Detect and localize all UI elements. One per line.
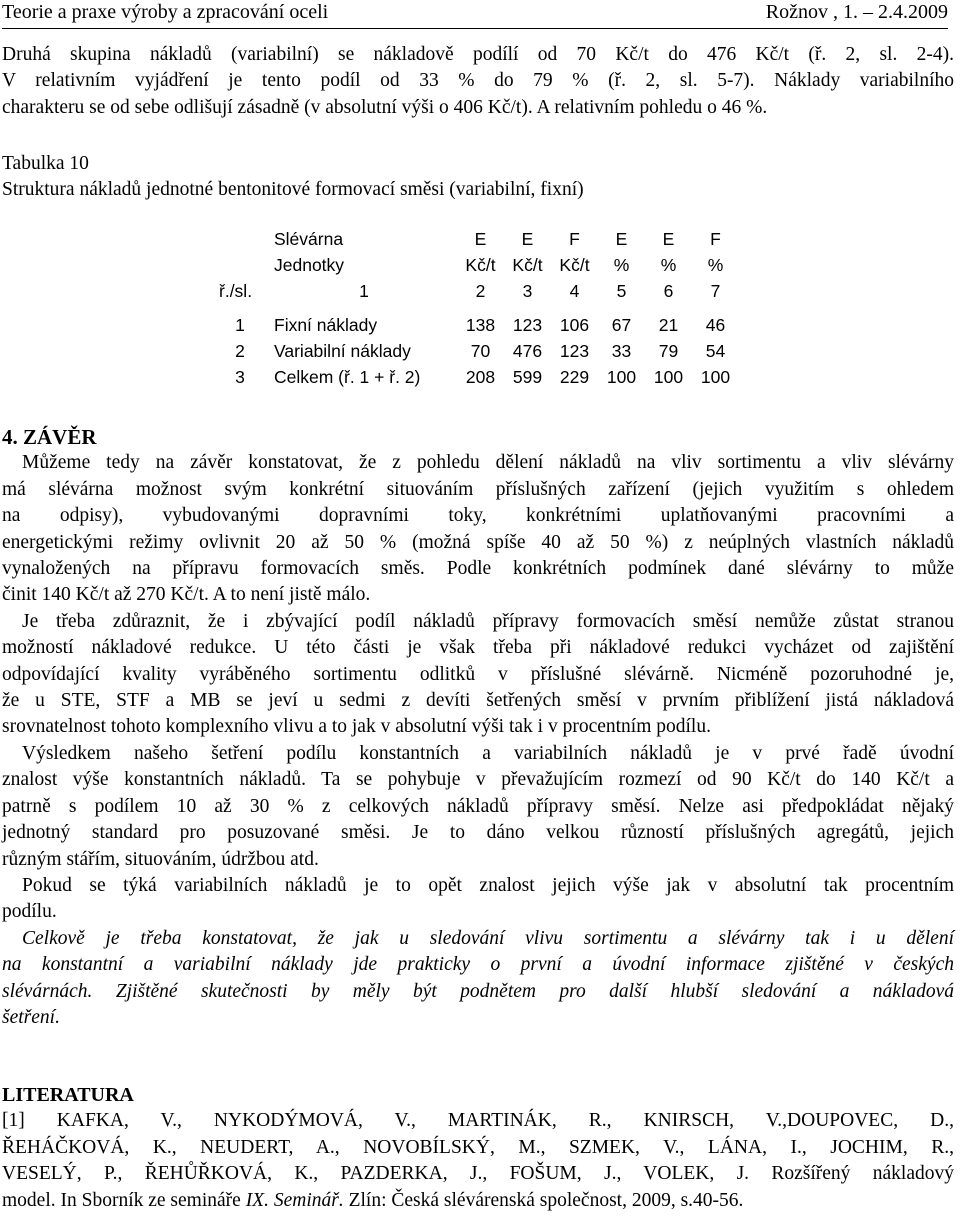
table-cell: E bbox=[662, 229, 675, 249]
row-label: Fixní náklady bbox=[274, 315, 378, 335]
table-cell: E bbox=[521, 229, 534, 249]
text-line: podílu. bbox=[2, 901, 57, 923]
header-rule bbox=[2, 28, 948, 29]
table-cell: 46 bbox=[705, 315, 726, 335]
table-cell: % bbox=[660, 255, 677, 275]
table-cell: % bbox=[613, 255, 630, 275]
literature-section bbox=[2, 1082, 954, 1214]
table-title: Struktura nákladů jednotné bentonitové formovací směsi (variabilní, fixní) bbox=[2, 179, 584, 201]
section-title: LITERATURA bbox=[2, 1084, 134, 1106]
table-cell: 33 bbox=[611, 341, 632, 361]
text-line: jednotný standard pro posuzované směsi. Je to dáno velkou růzností příslušných agregátů, jejich bbox=[2, 822, 954, 844]
intro-paragraph bbox=[2, 42, 954, 121]
conclusion-section bbox=[2, 424, 954, 1031]
table-row bbox=[219, 312, 739, 338]
text-line: Pokud se týká variabilních nákladů je to opět znalost jejich výše jak v absolutní tak procentním bbox=[22, 874, 954, 896]
intro-line: Druhá skupina nákladů (variabilní) se nákladově podílí od 70 Kč/t do 476 Kč/t (ř. 2, sl. 2-4). bbox=[2, 44, 954, 65]
text-line: srovnatelnost tohoto komplexního vlivu a to jak v absolutní výši tak i v procentním podílu. bbox=[2, 716, 711, 738]
table-cell: 100 bbox=[700, 367, 731, 387]
table-cell: 7 bbox=[710, 281, 721, 301]
table-cell: F bbox=[710, 229, 721, 249]
table-cell: 100 bbox=[653, 367, 684, 387]
units-label: Jednotky bbox=[274, 255, 345, 275]
table-cell: 229 bbox=[559, 367, 590, 387]
row-number: 2 bbox=[235, 341, 245, 361]
text-line: na odpisy), vybudovanými dopravními toky, konkrétními uplatňovanými pracovními a bbox=[2, 505, 954, 527]
table-cell: 54 bbox=[705, 341, 726, 361]
table-cell: 21 bbox=[658, 315, 679, 335]
table-cell: 138 bbox=[465, 315, 496, 335]
paragraph bbox=[2, 609, 954, 741]
intro-line: charakteru se od sebe odlišují zásadně (v absolutní výši o 406 Kč/t). A relativním pohledu o 46 %. bbox=[2, 96, 768, 118]
table-cell: Kč/t bbox=[559, 255, 590, 275]
table-cell: 106 bbox=[559, 315, 590, 335]
text-line: vynaložených na přípravu formovacích směs. Podle konkrétních podmínek dané slévárny to může bbox=[2, 558, 954, 580]
text-line: odpovídající kvality vyráběného sortimentu odlitků v příslušné slévárně. Nicméně pozoruhodné je, bbox=[2, 663, 954, 685]
table-cell: Kč/t bbox=[512, 255, 543, 275]
text-line: Můžeme tedy na závěr konstatovat, že z pohledu dělení nákladů na vliv sortimentu a vliv slévárny bbox=[22, 452, 954, 474]
text-line: na konstantní a variabilní náklady jde prakticky o první a úvodní informace zjištěné v českých bbox=[2, 954, 954, 976]
text-line: [1] KAFKA, V., NYKODÝMOVÁ, V., MARTINÁK, R., KNIRSCH, V.,DOUPOVEC, D., bbox=[2, 1110, 954, 1132]
row-label: Variabilní náklady bbox=[274, 341, 411, 361]
text-line bbox=[2, 1188, 954, 1214]
text-line: patrně s podílem 10 až 30 % z celkových nákladů přípravy směsí. Nelze asi předpokládat nějaký bbox=[2, 795, 954, 817]
table-cell: 476 bbox=[512, 341, 543, 361]
table-cell: 208 bbox=[465, 367, 496, 387]
text-line: slévárnách. Zjištěné skutečnosti by měly být podnětem pro další hlubší sledování a nákladová bbox=[2, 980, 954, 1002]
header-title: Teorie a praxe výroby a zpracování oceli bbox=[2, 1, 329, 23]
row-number: 3 bbox=[235, 367, 245, 387]
text-line: činit 140 Kč/t až 270 Kč/t. A to není jistě málo. bbox=[2, 584, 371, 606]
paragraph bbox=[2, 450, 954, 608]
table-cell: Kč/t bbox=[465, 255, 496, 275]
table-cell: 6 bbox=[663, 281, 674, 301]
table-cell: 123 bbox=[512, 315, 543, 335]
table-row bbox=[219, 338, 739, 364]
text-line: šetření. bbox=[2, 1006, 60, 1028]
text-line: Výsledkem našeho šetření podílu konstantních a variabilních nákladů je v prvé řadě úvodní bbox=[22, 742, 954, 764]
reference-source: IX. Seminář. bbox=[245, 1189, 344, 1211]
paragraph bbox=[2, 873, 954, 926]
table-cell: 3 bbox=[522, 281, 533, 301]
reference-item bbox=[2, 1108, 954, 1214]
cost-structure-table bbox=[219, 226, 739, 390]
table-row-units bbox=[219, 252, 739, 278]
paragraph bbox=[2, 926, 954, 1032]
table-cell: % bbox=[707, 255, 724, 275]
reference-text: model. In Sborník ze semináře bbox=[2, 1189, 246, 1211]
text-line: energetickými režimy ovlivnit 20 až 50 % (možná spíše 40 až 50 %) z neúplných vlastních nákladů bbox=[2, 531, 954, 553]
table-caption bbox=[2, 151, 954, 204]
text-line: má slévárna možnost svým konkrétní situováním příslušných zařízení (jejich využitím s ohledem bbox=[2, 478, 954, 500]
reference-text: Zlín: Česká slévárenská společnost, 2009, s.40-56. bbox=[343, 1189, 744, 1211]
text-line: Celkově je třeba konstatovat, že jak u sledování vlivu sortimentu a slévárny tak i u dělení bbox=[22, 927, 954, 949]
foundry-label: Slévárna bbox=[274, 229, 344, 249]
table-cell: E bbox=[615, 229, 628, 249]
table-cell: 123 bbox=[559, 341, 590, 361]
text-line: znalost výše konstantních nákladů. Ta se pohybuje v převažujícím rozmezí od 90 Kč/t do 140 Kč/t a bbox=[2, 769, 954, 791]
section-title: 4. ZÁVĚR bbox=[2, 425, 97, 449]
table-row-column-numbers bbox=[219, 278, 739, 304]
table-cell: 4 bbox=[569, 281, 580, 301]
table-cell: 79 bbox=[658, 341, 679, 361]
table-cell: 100 bbox=[606, 367, 637, 387]
text-line: Je třeba zdůraznit, že i zbývající podíl nákladů přípravy formovacích směsí nemůže zůstat stranou bbox=[22, 610, 954, 632]
table-row-foundry bbox=[219, 226, 739, 252]
table-cell: F bbox=[569, 229, 580, 249]
text-line: možností nákladové redukce. U této části je však třeba při nákladové redukci vycházet od zajištění bbox=[2, 637, 954, 659]
table-cell: 70 bbox=[470, 341, 491, 361]
text-line: různým stářím, situováním, údržbou atd. bbox=[2, 848, 319, 870]
table-cell: E bbox=[474, 229, 487, 249]
text-line: že u STE, STF a MB se jeví u sedmi z devíti šetřených směsí v prvním přiblížení jistá nákladová bbox=[2, 690, 954, 712]
paragraph bbox=[2, 741, 954, 873]
table-cell: 5 bbox=[616, 281, 627, 301]
text-line: ŘEHÁČKOVÁ, K., NEUDERT, A., NOVOBÍLSKÝ, M., SZMEK, V., LÁNA, I., JOCHIM, R., bbox=[2, 1136, 954, 1158]
row-label: Celkem (ř. 1 + ř. 2) bbox=[274, 367, 421, 387]
intro-line: V relativním vyjádření je tento podíl od 33 % do 79 % (ř. 2, sl. 5-7). Náklady variabilního bbox=[2, 70, 954, 92]
table-row bbox=[219, 364, 739, 390]
row-number: 1 bbox=[235, 315, 245, 335]
table-cell: 599 bbox=[512, 367, 543, 387]
rowcol-label: ř./sl. bbox=[219, 281, 253, 301]
table-cell: 1 bbox=[359, 281, 369, 301]
running-header bbox=[2, 0, 948, 24]
table-number: Tabulka 10 bbox=[2, 153, 89, 174]
header-date: Rožnov , 1. – 2.4.2009 bbox=[765, 1, 948, 23]
text-line: VESELÝ, P., ŘEHŮŘKOVÁ, K., PAZDERKA, J., FOŠUM, J., VOLEK, J. Rozšířený nákladový bbox=[2, 1163, 954, 1185]
table-cell: 2 bbox=[475, 281, 486, 301]
table-cell: 67 bbox=[611, 315, 632, 335]
